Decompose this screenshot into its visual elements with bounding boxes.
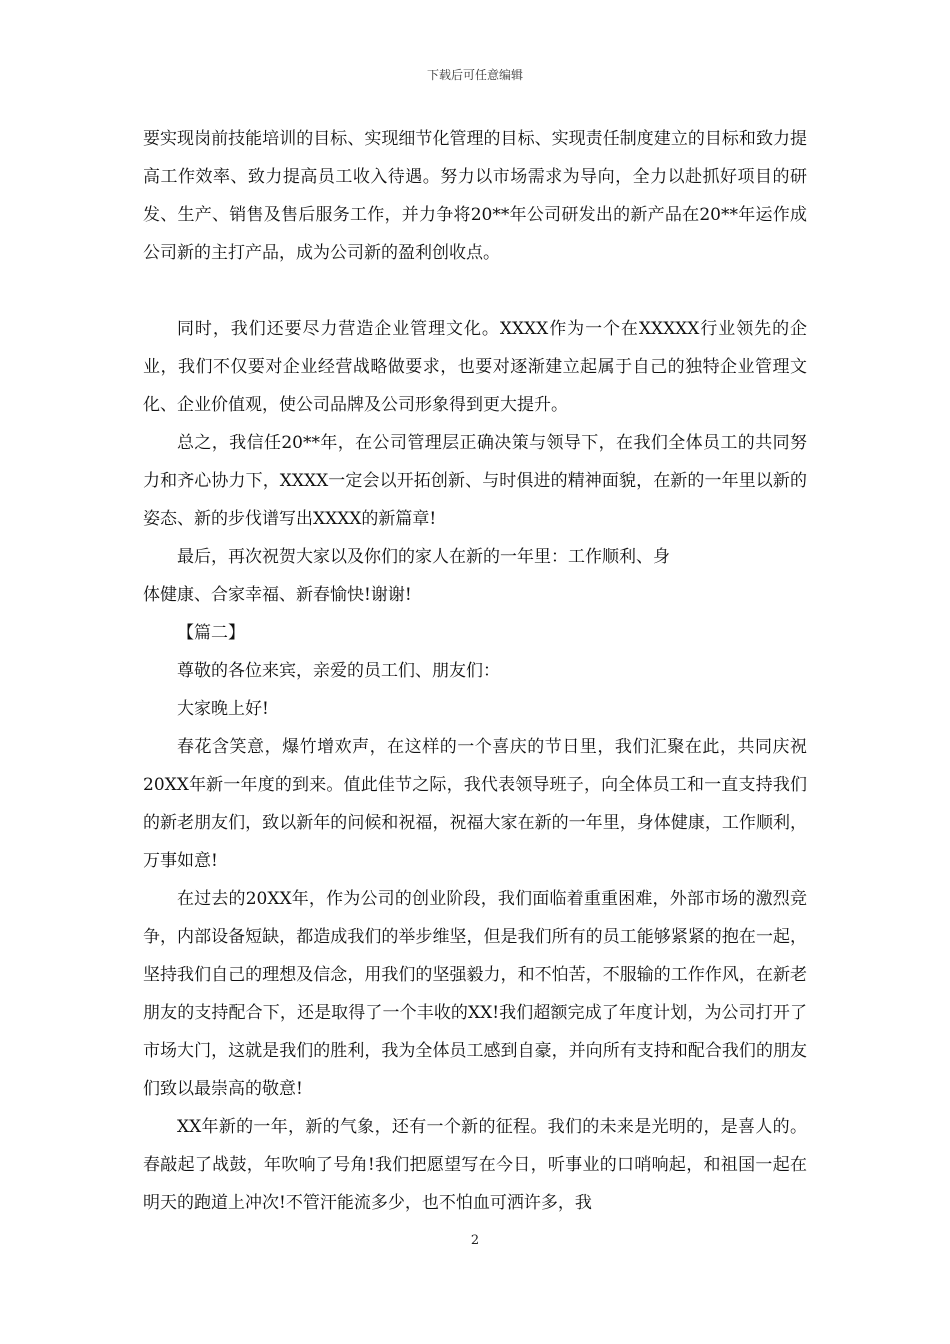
salutation: 尊敬的各位来宾，亲爱的员工们、朋友们： bbox=[177, 661, 500, 681]
paragraph-past-year: 在过去的20XX年，作为公司的创业阶段，我们面临着重重困难，外部市场的激烈竞争，内部设备短缺，都造成我们的举步维坚，但是我们所有的员工能够紧紧的抱在一起，坚持我们自己的理想及信念，用我们的坚强毅力，和不怕苦，不服输的工作作风，在新老朋友的支持配合下，还是取得了一个丰收的XX!我们超额完成了年度计划，为公司打开了市场大门，这就是我们的胜利，我为全体员工感到自豪，并向所有支持和配合我们的朋友们致以最崇高的敬意! bbox=[143, 889, 807, 1099]
document-body bbox=[143, 120, 807, 1222]
paragraph-new-year: XX年新的一年，新的气象，还有一个新的征程。我们的未来是光明的，是喜人的。春敲起了战鼓，年吹响了号角!我们把愿望写在今日，听事业的口哨响起，和祖国一起在明天的跑道上冲次!不管汗能流多少，也不怕血可洒许多，我 bbox=[143, 1117, 807, 1213]
section-heading: 【篇二】 bbox=[177, 623, 245, 643]
paragraph-summary: 总之，我信任20**年，在公司管理层正确决策与领导下，在我们全体员工的共同努力和齐心协力下，XXXX一定会以开拓创新、与时俱进的精神面貌，在新的一年里以新的姿态、新的步伐谱写出XXXX的新篇章! bbox=[143, 433, 807, 529]
paragraph-culture: 同时，我们还要尽力营造企业管理文化。XXXX作为一个在XXXXX行业领先的企业，我们不仅要对企业经营战略做要求，也要对逐渐建立起属于自己的独特企业管理文化、企业价值观，使公司品牌及公司形象得到更大提升。 bbox=[143, 319, 807, 415]
page-number: 2 bbox=[470, 1233, 480, 1248]
paragraph-gap bbox=[143, 272, 807, 310]
page-header: 下载后可任意编辑 bbox=[426, 68, 523, 82]
paragraph-goals: 要实现岗前技能培训的目标、实现细节化管理的目标、实现责任制度建立的目标和致力提高工作效率、致力提高员工收入待遇。努力以市场需求为导向，全力以赴抓好项目的研发、生产、销售及售后服务工作，并力争将20**年公司研发出的新产品在20**年运作成公司新的主打产品，成为公司新的盈利创收点。 bbox=[143, 129, 807, 263]
greeting: 大家晚上好! bbox=[177, 699, 269, 719]
paragraph-wishes: 最后，再次祝贺大家以及你们的家人在新的一年里：工作顺利、身 bbox=[177, 547, 670, 567]
paragraph-wishes-continued: 体健康、合家幸福、新春愉快!谢谢! bbox=[143, 585, 412, 605]
paragraph-celebration: 春花含笑意，爆竹增欢声，在这样的一个喜庆的节日里，我们汇聚在此，共同庆祝20XX年新一年度的到来。值此佳节之际，我代表领导班子，向全体员工和一直支持我们的新老朋友们，致以新年的问候和祝福，祝福大家在新的一年里，身体健康，工作顺利，万事如意! bbox=[143, 737, 807, 871]
